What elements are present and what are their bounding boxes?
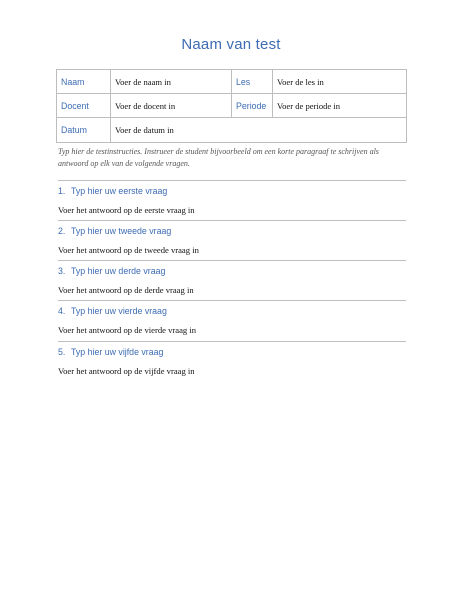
question-prompt[interactable]: Typ hier uw tweede vraag [71,226,172,236]
question-divider [58,180,406,181]
question-3 [58,260,406,295]
question-divider [58,341,406,342]
test-title[interactable]: Naam van test [181,36,281,53]
question-number: 3. [58,266,66,276]
question-5 [58,341,406,376]
lesson-field[interactable]: Voer de les in [273,70,407,94]
question-prompt[interactable]: Typ hier uw vierde vraag [71,306,167,316]
test-instructions[interactable]: Typ hier de testinstructies. Instrueer de student bijvoorbeeld om een korte paragraaf te schrijven als antwoord op elk van de volgende vragen. [58,147,379,168]
teacher-label: Docent [57,94,111,118]
answer-field[interactable]: Voer het antwoord op de vierde vraag in [58,325,197,335]
question-number: 1. [58,186,66,196]
question-heading[interactable] [58,306,406,316]
date-field[interactable]: Voer de datum in [111,118,407,143]
question-prompt[interactable]: Typ hier uw derde vraag [71,266,166,276]
info-row-date [57,118,407,143]
answer-field[interactable]: Voer het antwoord op de eerste vraag in [58,205,195,215]
question-1 [58,180,406,215]
question-heading[interactable] [58,226,406,236]
period-field[interactable]: Voer de periode in [273,94,407,118]
answer-field[interactable]: Voer het antwoord op de tweede vraag in [58,245,199,255]
question-prompt[interactable]: Typ hier uw vijfde vraag [71,347,164,357]
answer-field[interactable]: Voer het antwoord op de derde vraag in [58,285,194,295]
question-2 [58,220,406,255]
question-heading[interactable] [58,186,406,196]
question-divider [58,300,406,301]
info-row-name-lesson [57,70,407,94]
question-heading[interactable] [58,266,406,276]
question-number: 2. [58,226,66,236]
info-row-teacher-period [57,94,407,118]
period-label: Periode [232,94,273,118]
question-divider [58,260,406,261]
question-number: 4. [58,306,66,316]
name-field[interactable]: Voer de naam in [111,70,232,94]
question-prompt[interactable]: Typ hier uw eerste vraag [71,186,168,196]
question-divider [58,220,406,221]
teacher-field[interactable]: Voer de docent in [111,94,232,118]
answer-field[interactable]: Voer het antwoord op de vijfde vraag in [58,366,195,376]
lesson-label: Les [232,70,273,94]
question-4 [58,300,406,335]
name-label: Naam [57,70,111,94]
info-table [56,69,407,143]
question-number: 5. [58,347,66,357]
question-heading[interactable] [58,347,406,357]
date-label: Datum [57,118,111,143]
